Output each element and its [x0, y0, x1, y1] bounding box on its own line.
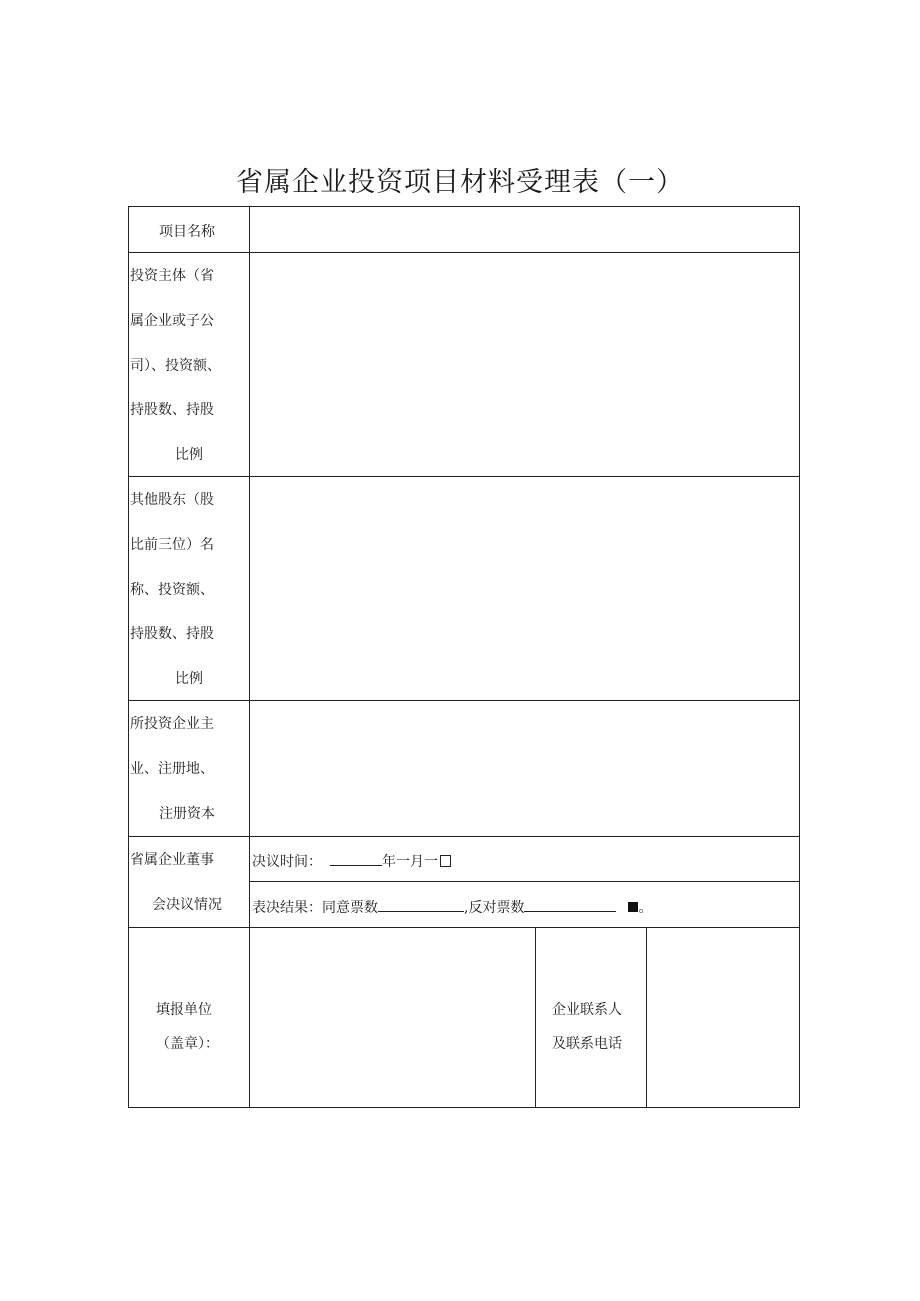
investor-label: 投资主体（省 属企业或子公 司）、投资额、 持股数、持股 比例 — [130, 268, 221, 464]
investor-field[interactable] — [250, 253, 799, 476]
filing-contact-divider — [535, 928, 536, 1107]
filing-unit-field[interactable] — [250, 928, 535, 1107]
other-shareholders-label: 其他股东（股 比前三位）名 称、投资额、 持股数、持股 比例 — [130, 492, 214, 688]
filing-unit-label: 填报单位 （盖章）： — [156, 1002, 219, 1052]
application-form-table — [128, 206, 800, 1108]
vote-result-line: 表决结果：同意票数 ,反对票数 。 — [252, 897, 652, 917]
filled-square-icon — [628, 902, 638, 912]
decision-time-line: 决议时间： 年一月一 — [252, 851, 451, 871]
board-subrow-divider — [249, 881, 799, 882]
checkbox-icon[interactable] — [440, 855, 451, 867]
project-name-label: 项目名称 — [159, 224, 215, 240]
agree-votes-blank[interactable] — [378, 897, 464, 912]
page-title: 省属企业投资项目材料受理表（一） — [236, 167, 684, 198]
against-votes-blank[interactable] — [524, 897, 616, 912]
other-shareholders-field[interactable] — [250, 477, 799, 700]
contact-label: 企业联系人 及联系电话 — [552, 1002, 622, 1052]
invested-company-label: 所投资企业主 业、注册地、 注册资本 — [130, 716, 215, 822]
board-resolution-label: 省属企业董事 会决议情况 — [130, 852, 222, 913]
project-name-field[interactable] — [250, 207, 799, 252]
decision-date-blank[interactable] — [330, 851, 382, 866]
contact-field[interactable] — [647, 928, 799, 1107]
invested-company-field[interactable] — [250, 701, 799, 836]
row-divider — [129, 836, 799, 837]
